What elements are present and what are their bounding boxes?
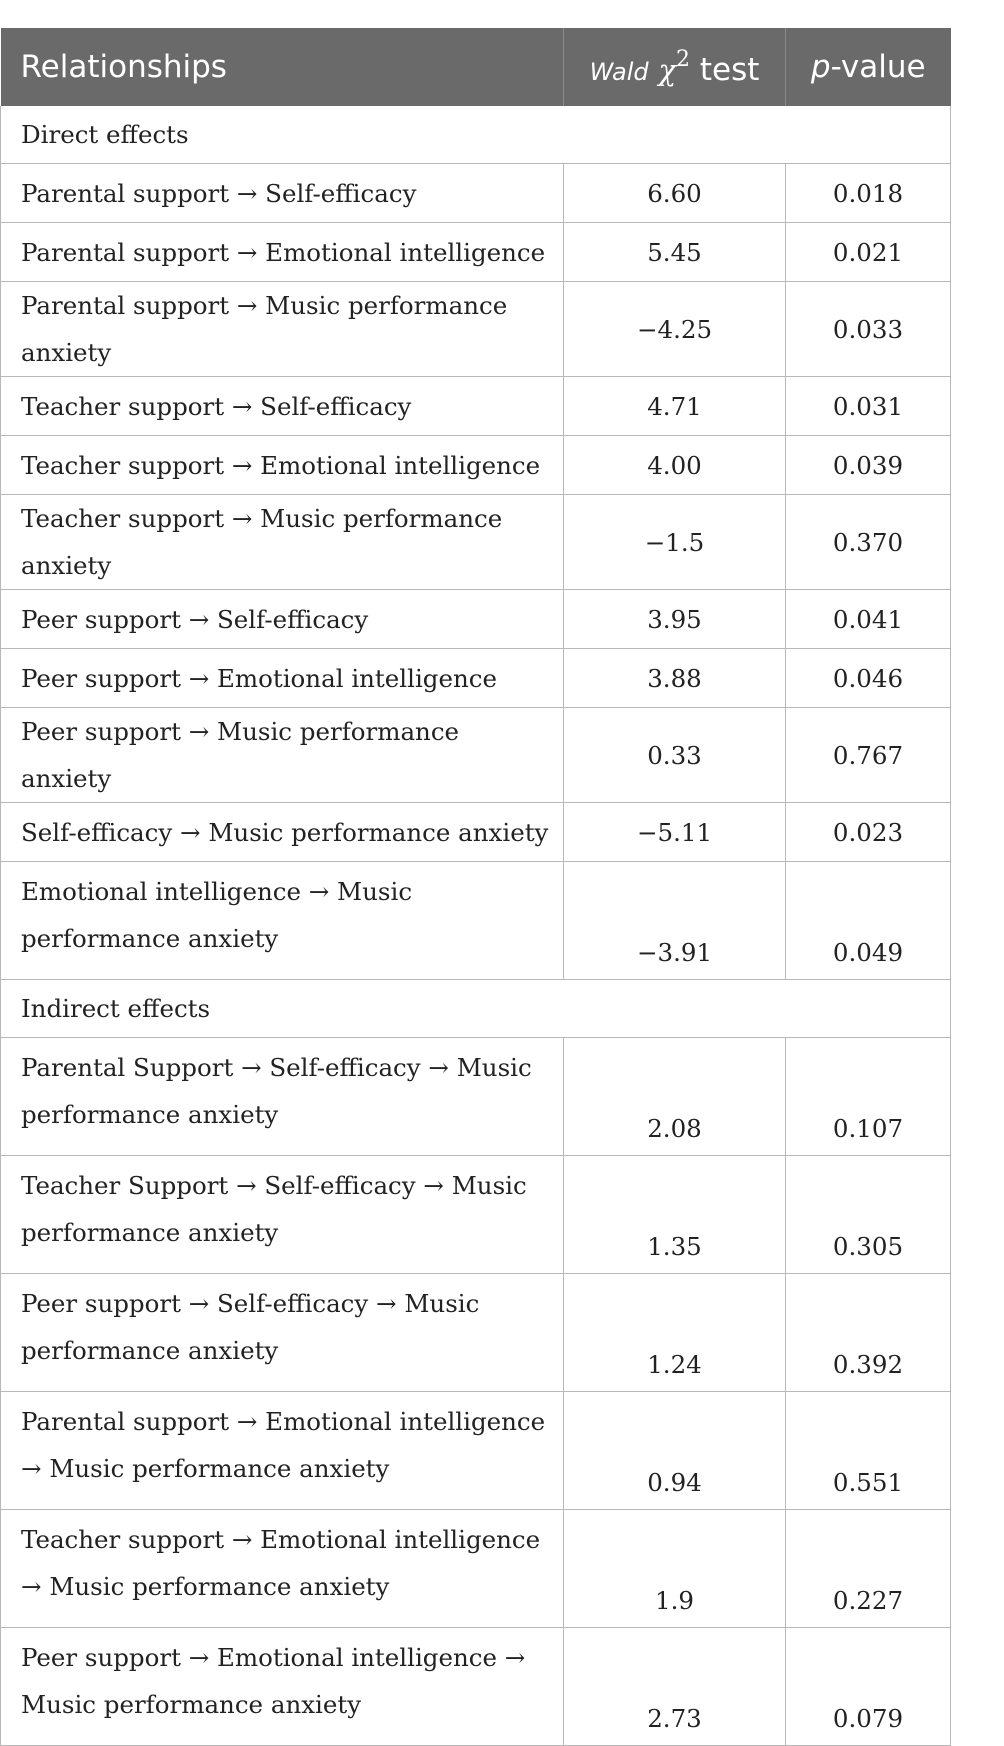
header-chi-exponent: 2 (676, 46, 691, 72)
wald-cell: 1.35 (564, 1156, 786, 1274)
p-value-cell: 0.551 (786, 1392, 951, 1510)
table-row (1, 377, 951, 436)
p-value-cell: 0.046 (786, 649, 951, 708)
table-row (1, 803, 951, 862)
table-body (1, 106, 951, 1746)
relationship-cell: Parental support → Self-efficacy (1, 164, 564, 223)
p-value-cell: 0.370 (786, 495, 951, 590)
section-title: Indirect effects (1, 980, 951, 1038)
section-row-direct (1, 106, 951, 164)
table-row (1, 1038, 951, 1156)
table-header (1, 28, 951, 106)
section-row-indirect (1, 980, 951, 1038)
table-row (1, 436, 951, 495)
relationship-cell: Parental Support → Self-efficacy → Music performance anxiety (1, 1038, 564, 1156)
wald-cell: 5.45 (564, 223, 786, 282)
table-row (1, 1392, 951, 1510)
wald-cell: 4.71 (564, 377, 786, 436)
table-row (1, 1274, 951, 1392)
header-chi-symbol: χ (658, 52, 677, 87)
wald-cell: −3.91 (564, 862, 786, 980)
wald-cell: −1.5 (564, 495, 786, 590)
relationship-cell: Teacher Support → Self-efficacy → Music performance anxiety (1, 1156, 564, 1274)
p-value-cell: 0.041 (786, 590, 951, 649)
header-row (1, 28, 951, 106)
wald-cell: −5.11 (564, 803, 786, 862)
p-value-cell: 0.079 (786, 1628, 951, 1746)
table-row (1, 282, 951, 377)
p-value-cell: 0.031 (786, 377, 951, 436)
wald-cell: 3.88 (564, 649, 786, 708)
relationship-cell: Parental support → Emotional intelligence (1, 223, 564, 282)
section-title: Direct effects (1, 106, 951, 164)
p-value-cell: 0.033 (786, 282, 951, 377)
wald-cell: 2.73 (564, 1628, 786, 1746)
header-wald-test (564, 28, 786, 106)
relationship-cell: Emotional intelligence → Music performance anxiety (1, 862, 564, 980)
table-row (1, 862, 951, 980)
p-value-cell: 0.107 (786, 1038, 951, 1156)
relationship-cell: Peer support → Self-efficacy → Music performance anxiety (1, 1274, 564, 1392)
relationship-cell: Teacher support → Self-efficacy (1, 377, 564, 436)
p-value-cell: 0.039 (786, 436, 951, 495)
wald-cell: 0.94 (564, 1392, 786, 1510)
header-p-symbol: p (810, 49, 831, 85)
relationship-cell: Parental support → Emotional intelligence → Music performance anxiety (1, 1392, 564, 1510)
relationship-cell: Peer support → Music performance anxiety (1, 708, 564, 803)
wald-cell: 0.33 (564, 708, 786, 803)
wald-cell: 3.95 (564, 590, 786, 649)
table-row (1, 223, 951, 282)
wald-cell: −4.25 (564, 282, 786, 377)
p-value-cell: 0.767 (786, 708, 951, 803)
wald-cell: 2.08 (564, 1038, 786, 1156)
p-value-cell: 0.392 (786, 1274, 951, 1392)
results-table (0, 28, 951, 1746)
p-value-cell: 0.305 (786, 1156, 951, 1274)
p-value-cell: 0.023 (786, 803, 951, 862)
header-p-value (786, 28, 951, 106)
table-row (1, 1510, 951, 1628)
relationship-cell: Parental support → Music performance anxiety (1, 282, 564, 377)
table-row (1, 495, 951, 590)
relationship-cell: Teacher support → Music performance anxiety (1, 495, 564, 590)
p-value-cell: 0.227 (786, 1510, 951, 1628)
relationship-cell: Self-efficacy → Music performance anxiety (1, 803, 564, 862)
p-value-cell: 0.021 (786, 223, 951, 282)
table-row (1, 1628, 951, 1746)
relationship-cell: Teacher support → Emotional intelligence (1, 436, 564, 495)
p-value-cell: 0.018 (786, 164, 951, 223)
relationship-cell: Peer support → Emotional intelligence (1, 649, 564, 708)
header-relationships: Relationships (1, 28, 564, 106)
table-container (0, 28, 950, 1746)
relationship-cell: Peer support → Self-efficacy (1, 590, 564, 649)
table-row (1, 649, 951, 708)
relationship-cell: Peer support → Emotional intelligence → Music performance anxiety (1, 1628, 564, 1746)
p-value-cell: 0.049 (786, 862, 951, 980)
wald-cell: 4.00 (564, 436, 786, 495)
relationship-cell: Teacher support → Emotional intelligence → Music performance anxiety (1, 1510, 564, 1628)
header-test-label: test (699, 51, 760, 88)
wald-cell: 1.9 (564, 1510, 786, 1628)
table-row (1, 1156, 951, 1274)
table-row (1, 590, 951, 649)
wald-cell: 6.60 (564, 164, 786, 223)
header-p-suffix: -value (830, 49, 926, 85)
wald-cell: 1.24 (564, 1274, 786, 1392)
table-row (1, 164, 951, 223)
table-row (1, 708, 951, 803)
header-wald-label: Wald (589, 57, 649, 86)
